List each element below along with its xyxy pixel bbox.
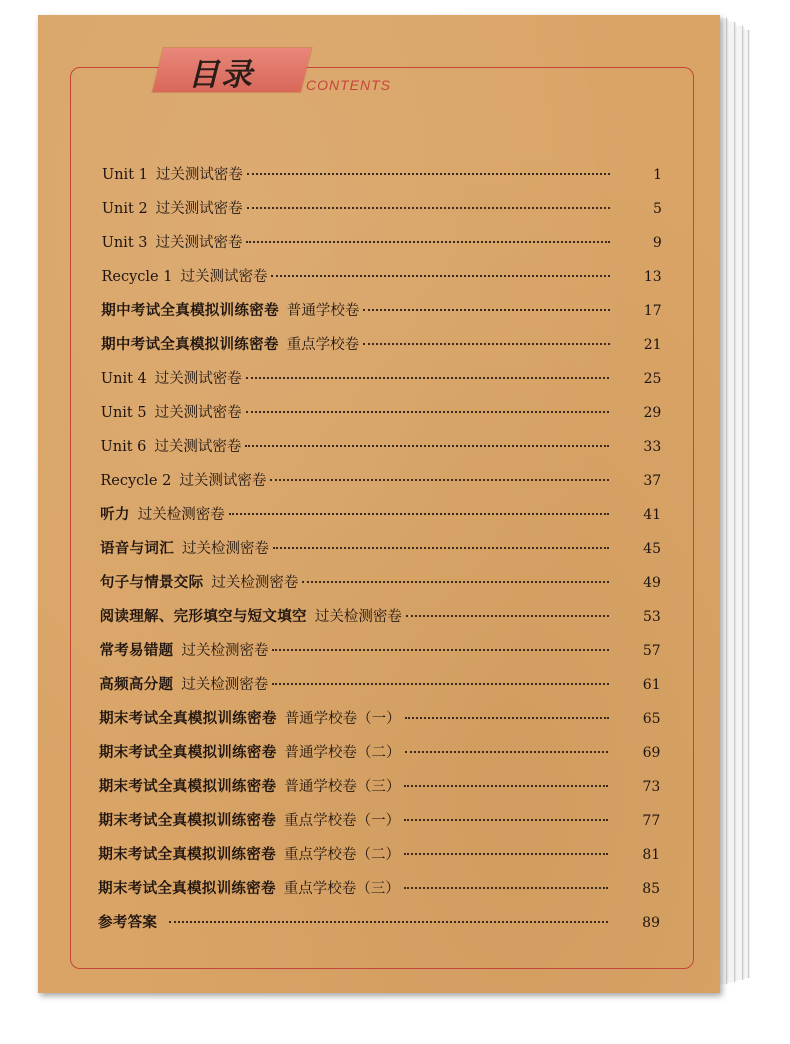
toc-entry-label [99,741,401,762]
toc-page-number: 57 [642,643,661,659]
toc-entry-label [99,809,401,830]
toc-entry-label [100,605,402,626]
toc-entry-label [102,163,243,184]
dot-leader [363,309,609,311]
toc-entry-label [100,469,266,490]
toc-entry-subtitle: 普通学校卷 [286,303,360,319]
dot-leader [246,411,610,413]
toc-entry [102,163,662,185]
toc-page-number: 25 [643,371,662,387]
toc-entry-title: Recycle 1 [101,269,173,285]
toc-page-number: 21 [643,337,662,353]
toc-page-number: 29 [643,405,662,421]
dot-leader [272,683,608,685]
dot-leader [405,717,609,719]
toc-entry-label [101,333,359,354]
dot-leader [272,649,608,651]
toc-page-number: 77 [642,813,661,829]
toc-entry-subtitle: 普通学校卷（三） [284,779,401,795]
toc-entry-subtitle: 过关测试密卷 [155,201,243,217]
toc-entry-subtitle: 过关测试密卷 [155,235,243,251]
toc-entry [102,197,662,219]
contents-page [38,15,720,993]
toc-entry [100,469,661,491]
page-edge [726,22,735,982]
toc-entry-label [99,639,268,660]
toc-entry-subtitle: 重点学校卷（二） [283,847,400,863]
toc-entry-title: 期末考试全真模拟训练密卷 [99,710,277,727]
toc-page-number: 65 [642,711,661,727]
toc-entry-title: 参考答案 [98,914,158,931]
toc-entry [99,809,661,831]
page-edge [734,26,743,980]
toc-entry-title: 期中考试全真模拟训练密卷 [101,336,279,353]
toc-entry-label [102,197,243,218]
toc-entry-subtitle: 重点学校卷（一） [284,813,401,829]
toc-entry [99,775,661,797]
toc-entry-title: 期末考试全真模拟训练密卷 [98,846,276,863]
toc-page-number: 33 [643,439,662,455]
toc-entry-subtitle: 过关测试密卷 [154,371,242,387]
dot-leader [363,343,609,345]
toc-entry-subtitle: 过关测试密卷 [154,439,242,455]
dot-leader [404,887,608,889]
toc-page-number: 61 [642,677,661,693]
toc-page-number: 9 [652,235,662,251]
toc-entry-subtitle: 重点学校卷 [286,337,360,353]
dot-leader [404,853,608,855]
toc-entry [99,673,660,695]
toc-entry-subtitle: 过关测试密卷 [180,269,268,285]
toc-entry-subtitle: 普通学校卷（一） [284,711,401,727]
toc-entry [101,367,662,389]
toc-entry [101,299,661,321]
dot-leader [247,173,610,175]
toc-entry-label [101,265,267,286]
toc-entry-subtitle: 过关测试密卷 [155,167,243,183]
toc-page-number: 17 [643,303,662,319]
toc-page-number: 41 [643,507,662,523]
toc-entry-label [99,673,268,694]
dot-leader [270,479,609,481]
toc-page-number: 69 [642,745,661,761]
toc-entry-label [101,299,359,320]
toc-entry-subtitle: 过关检测密卷 [181,677,269,693]
toc-entry-title: 句子与情景交际 [99,574,204,591]
toc-entry [101,333,661,355]
toc-entry-subtitle: 过关检测密卷 [181,643,269,659]
toc-entry-title: 期末考试全真模拟训练密卷 [98,778,277,795]
toc-entry-subtitle: 普通学校卷（二） [284,745,401,761]
toc-entry [98,877,660,899]
toc-entry [98,843,660,865]
toc-entry [101,265,661,287]
toc-entry-subtitle: 过关检测密卷 [137,507,225,523]
toc-entry-title: Unit 1 [102,167,148,183]
dot-leader [245,445,609,447]
toc-page-number: 37 [643,473,662,489]
toc-entry-subtitle: 过关测试密卷 [179,473,267,489]
toc-entry-title: 听力 [100,506,130,523]
toc-page-number: 85 [642,881,661,897]
toc-entry-title: 期中考试全真模拟训练密卷 [101,302,279,319]
toc-page-number: 45 [643,541,661,557]
table-of-contents [38,15,720,993]
toc-entry-subtitle: 过关检测密卷 [314,609,402,625]
toc-entry-label [100,503,225,524]
toc-entry [99,639,660,661]
toc-entry-label [99,775,401,796]
toc-entry [99,741,661,763]
toc-entry-title: Unit 6 [100,439,147,455]
dot-leader [404,785,608,787]
toc-entry-title: Unit 2 [101,201,148,217]
contents-subtitle: CONTENTS [306,77,391,93]
toc-entry-subtitle: 过关检测密卷 [211,575,299,591]
toc-entry-label [102,231,243,252]
toc-entry-label [100,571,299,592]
toc-page-number: 53 [642,609,661,625]
toc-entry-title: Unit 3 [101,235,148,251]
toc-entry-label [101,401,242,422]
toc-page-number: 5 [652,201,662,217]
toc-entry [100,503,661,525]
toc-entry-subtitle: 过关检测密卷 [182,541,269,557]
toc-page-number: 13 [643,269,662,285]
toc-page-number: 49 [643,575,661,591]
toc-entry [100,571,661,593]
toc-entry-label [101,435,242,456]
toc-entry-title: Unit 4 [100,371,147,387]
toc-entry-title: 常考易错题 [99,642,174,659]
toc-page-number: 73 [642,779,661,795]
toc-entry-title: 期末考试全真模拟训练密卷 [98,744,277,761]
toc-entry-title: Recycle 2 [100,473,172,489]
dot-leader [273,547,609,549]
toc-entry-subtitle: 重点学校卷（三） [283,881,400,897]
toc-entry-title: 期末考试全真模拟训练密卷 [98,812,277,829]
toc-page-number: 81 [642,847,661,863]
toc-page-number: 1 [653,167,662,183]
toc-entry-label [99,707,401,728]
toc-entry-title: 高频高分题 [99,676,174,693]
page-title: 目录 [188,57,254,93]
toc-entry [100,605,661,627]
dot-leader [247,207,610,209]
toc-entry-title: 语音与词汇 [100,540,174,557]
toc-entry-title: 期末考试全真模拟训练密卷 [98,880,276,897]
toc-entry-label [101,367,242,388]
dot-leader [169,921,608,923]
toc-entry-label [98,843,400,864]
toc-entry-label [98,911,165,932]
toc-entry-title: 阅读理解、完形填空与短文填空 [99,608,307,625]
toc-entry [100,537,661,559]
dot-leader [246,377,610,379]
dot-leader [404,819,608,821]
toc-entry [99,707,660,729]
toc-entry-label [98,877,400,898]
toc-entry-subtitle: 过关测试密卷 [154,405,242,421]
dot-leader [302,581,608,583]
toc-entry [101,435,662,457]
dot-leader [229,513,609,515]
toc-entry [98,911,660,933]
toc-entry-title: Unit 5 [100,405,147,421]
toc-entry [102,231,662,253]
toc-entry [101,401,662,423]
dot-leader [405,751,609,753]
toc-page-number: 89 [642,915,660,931]
toc-entry-label [100,537,269,558]
page-edge [742,30,749,978]
dot-leader [406,615,609,617]
dot-leader [271,275,609,277]
dot-leader [246,241,609,243]
